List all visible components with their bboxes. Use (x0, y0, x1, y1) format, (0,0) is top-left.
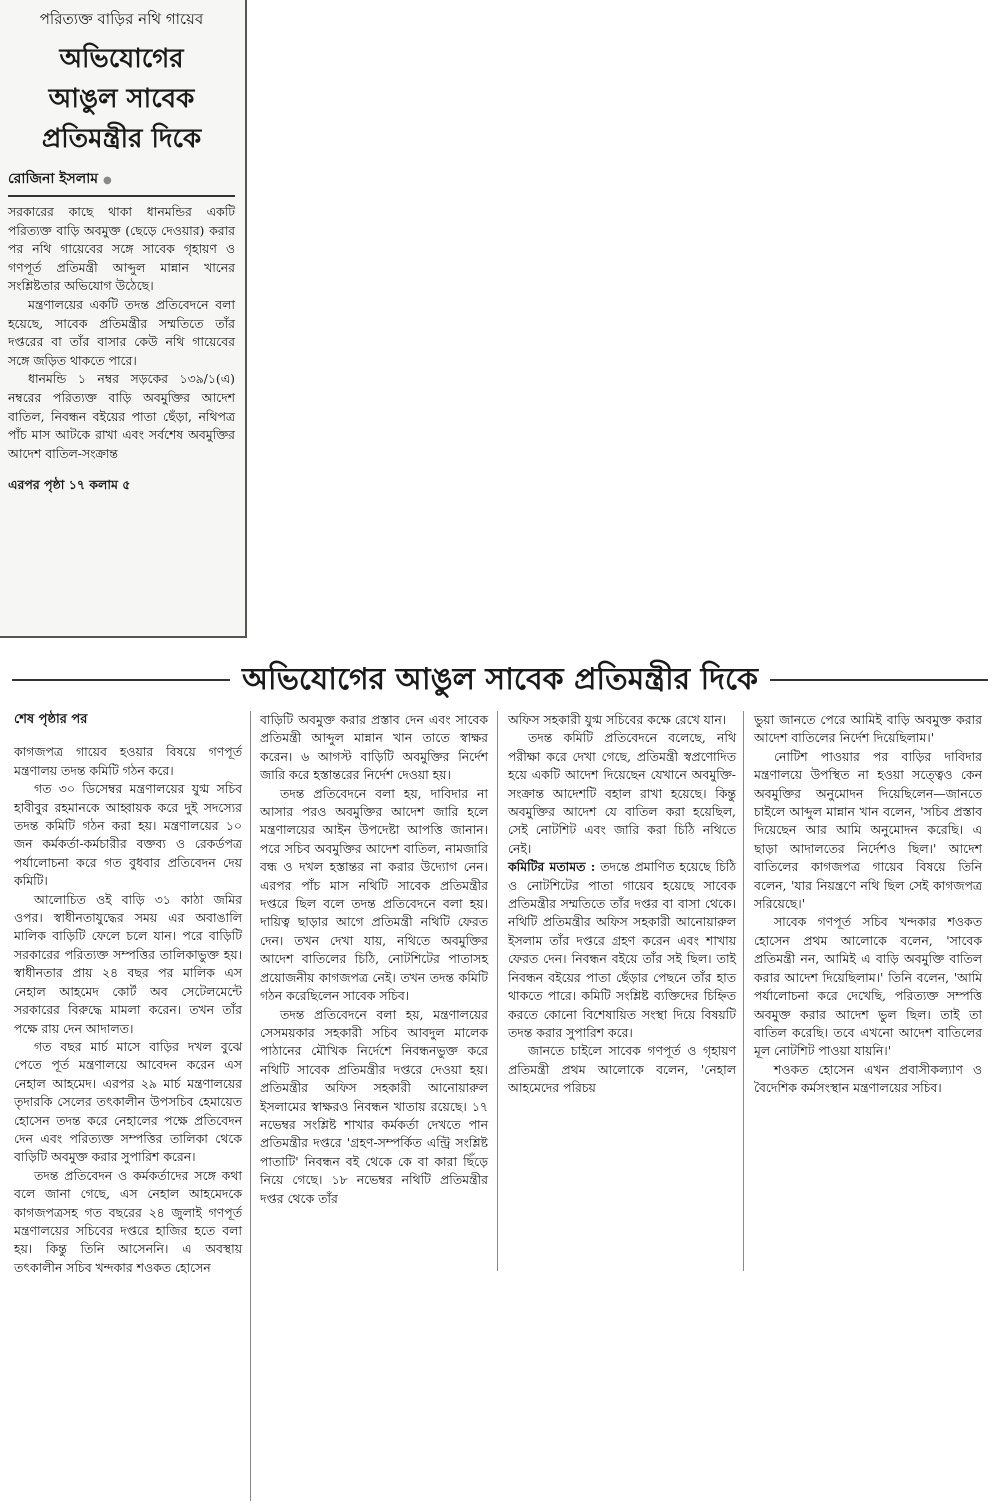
column-1 (14, 711, 242, 1277)
paragraph: তদন্ত কমিটি প্রতিবেদনে বলেছে, নথি পরীক্ষা করে দেখা গেছে, প্রতিমন্ত্রী স্বপ্রণোদিত হয়ে একটি আদেশ দিয়েছেন যেখানে অবমুক্তি-সংক্রান্ত আদেশটি বহাল রাখা হয়েছে। কিন্তু অবমুক্তির আদেশ যে বাতিল করা হয়েছিল, সেই নোটশিট এবং জারি করা চিঠি নথিতে নেই। (508, 730, 736, 856)
paragraph: ধানমন্ডি ১ নম্বর সড়কের ১৩৯/১(এ) নম্বরের পরিত্যক্ত বাড়ি অবমুক্তির আদেশ বাতিল, নিবন্ধন বইয়ের পাতা ছেঁড়া, নথিপত্র পাঁচ মাস আটকে রাখা এবং সর্বশেষ অবমুক্তির আদেশ বাতিল-সংক্রান্ত (8, 371, 235, 461)
paragraph: তদন্ত প্রতিবেদনে বলা হয়, দাবিদার না আসার পরও অবমুক্তির আদেশ জারি হলে মন্ত্রণালয়ের আইন উপদেষ্টা আপত্তি জানান। পরে সচিব অবমুক্তির আদেশ বাতিল, নামজারি বন্ধ ও দখল হস্তান্তর না করার উদ্যোগ নেন। এরপর পাঁচ মাস নথিটি সাবেক প্রতিমন্ত্রীর দপ্তরে ছিল বলে তদন্ত প্রতিবেদনে বলা হয়। দায়িত্ব ছাড়ার আগে প্রতিমন্ত্রী নথিটি ফেরত দেন। তখন দেখা যায়, নথিতে অবমুক্তির আদেশ বাতিলের চিঠি, নোটশিটের পাতাসহ প্রয়োজনীয় কাগজপত্র নেই। তখন তদন্ত কমিটি গঠন করেছিলেন সাবেক সচিব। (260, 785, 488, 1004)
column-2 (260, 711, 488, 1208)
paragraph: বাড়িটি অবমুক্ত করার প্রস্তাব দেন এবং সাবেক প্রতিমন্ত্রী আব্দুল মান্নান খান তাতে স্বাক্ষর করেন। ৬ আগস্ট বাড়িটি অবমুক্তির নির্দেশ জারি করে হস্তান্তরের নির্দেশ দেওয়া হয়। (260, 712, 488, 783)
paragraph: সাবেক গণপূর্ত সচিব খন্দকার শওকত হোসেন প্রথম আলোকে বলেন, 'সাবেক প্রতিমন্ত্রী নন, আমিই এ বাড়ি অবমুক্তি বাতিল করার আদেশ দিয়েছিলাম।' তিনি বলেন, 'আমি পর্যালোচনা করে দেখেছি, পরিত্যক্ত সম্পত্তি অবমুক্ত করার আদেশ ভুল ছিল। তাই তা বাতিল করেছি। তবে এখনো আদেশ বাতিলের মূল নোটশিট পাওয়া যায়নি।' (754, 914, 982, 1059)
header-rule-left (12, 679, 230, 681)
column-3 (508, 711, 736, 1098)
front-page-story (0, 0, 247, 638)
paragraph: জানতে চাইলে সাবেক গণপূর্ত ও গৃহায়ণ প্রতিমন্ত্রী প্রথম আলোকে বলেন, 'নেহাল আহমেদের পরিচয় (508, 1043, 736, 1096)
byline-name: রোজিনা ইসলাম (8, 171, 99, 187)
continuation-header (0, 650, 1000, 710)
paragraph: সরকারের কাছে থাকা ধানমন্ডির একটি পরিত্যক্ত বাড়ি অবমুক্ত (ছেড়ে দেওয়ার) করার পর নথি গায়েবের সঙ্গে সাবেক গৃহায়ণ ও গণপূর্ত প্রতিমন্ত্রী আব্দুল মান্নান খানের সংশ্লিষ্টতার অভিযোগ উঠেছে। (8, 204, 235, 294)
continuation-headline: অভিযোগের আঙুল সাবেক প্রতিমন্ত্রীর দিকে (242, 661, 759, 697)
headline-line: অভিযোগের (59, 44, 184, 74)
paragraph: ভুয়া জানতে পেরে আমিই বাড়ি অবমুক্ত করার আদেশ বাতিলের নির্দেশ দিয়েছিলাম।' (754, 712, 982, 746)
paragraph: গত ৩০ ডিসেম্বর মন্ত্রণালয়ের যুগ্ম সচিব হাবীবুর রহমানকে আহ্বায়ক করে দুই সদস্যের তদন্ত কমিটি গঠন করা হয়। মন্ত্রণালয়ের ১০ জন কর্মকর্তা-কর্মচারীর বক্তব্য ও রেকর্ডপত্র পর্যালোচনা করে গত বুধবার প্রতিবেদন দেয় কমিটি। (14, 781, 242, 889)
from-label: শেষ পৃষ্ঠার পর (14, 712, 88, 727)
headline-line: প্রতিমন্ত্রীর দিকে (41, 124, 202, 154)
paragraph: তদন্ত প্রতিবেদন ও কর্মকর্তাদের সঙ্গে কথা বলে জানা গেছে, এস নেহাল আহমেদকে কাগজপত্রসহ গত বছরের ২৪ জুলাই গণপূর্ত মন্ত্রণালয়ের সচিবের দপ্তরে হাজির হতে বলা হয়। কিন্তু তিনি আসেননি। এ অবস্থায় তৎকালীন সচিব খন্দকার শওকত হোসেন (14, 1167, 242, 1275)
column-divider (743, 711, 744, 1271)
committee-label: কমিটির মতামত : (508, 859, 596, 875)
paragraph: শওকত হোসেন এখন প্রবাসীকল্যাণ ও বৈদেশিক কর্মসংস্থান মন্ত্রণালয়ের সচিব। (754, 1061, 982, 1096)
front-body (8, 203, 235, 463)
paragraph: আলোচিত ওই বাড়ি ৩১ কাঠা জমির ওপর। স্বাধীনতাযুদ্ধের সময় এর অবাঙালি মালিক বাড়িটি ফেলে চলে যান। পরে বাড়িটি সরকারের পরিত্যক্ত সম্পত্তির তালিকাভুক্ত হয়। স্বাধীনতার প্রায় ২৪ বছর পর মালিক এস নেহাল আহমেদ কোর্ট অব সেটেলমেন্টে সরকারের বিরুদ্ধে মামলা করেন। তখন তাঁর পক্ষে রায় দেন আদালত। (14, 891, 242, 1036)
paragraph: গত বছর মার্চ মাসে বাড়ির দখল বুঝে পেতে পূর্ত মন্ত্রণালয়ে আবেদন করেন এস নেহাল আহমেদ। এরপর ২৯ মার্চ মন্ত্রণালয়ের তৃদারকি সেলের তৎকালীন উপসচিব হেমায়েত হোসেন তদন্ত করে নেহালের পক্ষে প্রতিবেদন দেন এবং পরিত্যক্ত সম্পত্তির তালিকা থেকে বাড়িটি অবমুক্ত করার সুপারিশ করেন। (14, 1038, 242, 1165)
kicker: পরিত্যক্ত বাড়ির নথি গায়েব (39, 10, 204, 28)
paragraph: নোটিশ পাওয়ার পর বাড়ির দাবিদার মন্ত্রণালয়ে উপস্থিত না হওয়া সত্ত্বেও কেন অবমুক্তির অনুমোদন দিয়েছিলেন—জানতে চাইলে আব্দুল মান্নান খান বলেন, 'সচিব প্রস্তাব দিয়েছেন আর আমি অনুমোদন করেছি। এ ছাড়া আদালতের নির্দেশও ছিল।' আদেশ বাতিলের কাগজপত্র গায়েব বিষয়ে তিনি বলেন, 'যার নিয়ন্ত্রণে নথি ছিল সেই কাগজপত্র সরিয়েছে।' (754, 748, 982, 912)
bullet-icon: ● (102, 175, 112, 186)
paragraph: তদন্ত প্রতিবেদনে বলা হয়, মন্ত্রণালয়ের সেসময়কার সহকারী সচিব আবদুল মালেক পাঠানের মৌখিক নির্দেশে নিবন্ধনভুক্ত করে নথিটি সাবেক প্রতিমন্ত্রীর দপ্তরে দেওয়া হয়। প্রতিমন্ত্রীর অফিস সহকারী আনোয়ারুল ইসলামের স্বাক্ষরও নিবন্ধন খাতায় রয়েছে। ১৭ নভেম্বর সংশ্লিষ্ট শাখার কর্মকর্তা দেখতে পান প্রতিমন্ত্রীর দপ্তরে 'গ্রহণ-সম্পর্কিত এন্ট্রি সংশ্লিষ্ট পাতাটি' নিবন্ধন বই থেকে কে বা কারা ছিঁড়ে নিয়ে গেছে। ১৮ নভেম্বর নথিটি প্রতিমন্ত্রীর দপ্তর থেকে তাঁর (260, 1006, 488, 1206)
paragraph: কাগজপত্র গায়েব হওয়ার বিষয়ে গণপূর্ত মন্ত্রণালয় তদন্ত কমিটি গঠন করে। (14, 744, 242, 778)
column-divider (250, 711, 251, 1501)
paragraph (508, 858, 736, 1042)
front-headline (8, 39, 235, 159)
headline-line: আঙুল সাবেক (48, 84, 195, 114)
jump-line: এরপর পৃষ্ঠা ১৭ কলাম ৫ (8, 477, 131, 493)
continuation-story (0, 645, 1005, 1508)
byline (8, 167, 235, 191)
column-4 (754, 711, 982, 1098)
committee-text: তদন্তে প্রমাণিত হয়েছে চিঠি ও নোটশিটের পাতা গায়েব হয়েছে সাবেক প্রতিমন্ত্রীর সম্মতিতে তাঁর দপ্তর বা বাসা থেকে। নথিটি প্রতিমন্ত্রীর অফিস সহকারী আনোয়ারুল ইসলাম তাঁর দপ্তরে গ্রহণ করেন এবং শাখায় ফেরত দেন। নিবন্ধন বইয়ে তাঁর সই ছিল। তাই নিবন্ধন বইয়ের পাতা ছেঁড়ার পেছনে তাঁর হাত থাকতে পারে। কমিটি সংশ্লিষ্ট ব্যক্তিদের চিহ্নিত করতে কোনো বিশেষায়িত সংস্থা দিয়ে বিষয়টি তদন্ত করার সুপারিশ করে। (508, 859, 736, 1040)
paragraph: অফিস সহকারী যুগ্ম সচিবের কক্ষে রেখে যান। (508, 712, 727, 727)
column-divider (497, 711, 498, 1271)
divider (8, 195, 235, 197)
paragraph: মন্ত্রণালয়ের একটি তদন্ত প্রতিবেদনে বলা হয়েছে, সাবেক প্রতিমন্ত্রীর সম্মতিতে তাঁর দপ্তরের বা তাঁর বাসার কেউ নথি গায়েবের সঙ্গে জড়িত থাকতে পারে। (8, 296, 235, 368)
header-rule-right (770, 679, 988, 681)
